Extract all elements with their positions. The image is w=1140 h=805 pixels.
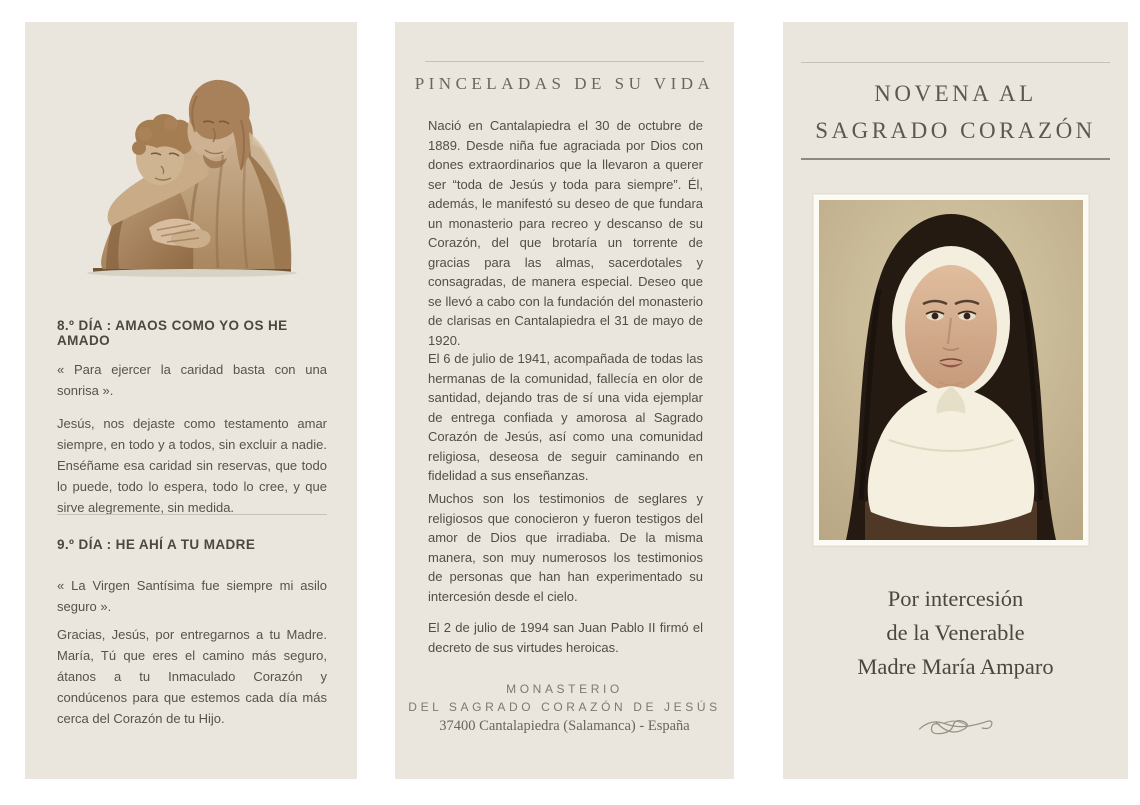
monastery-name-line1: MONASTERIO [506, 682, 623, 696]
cover-caption-line1: Por intercesión [887, 586, 1024, 611]
section-divider [57, 514, 327, 515]
cover-caption-line2: de la Venerable [886, 620, 1025, 645]
biography-paragraph-2: El 6 de julio de 1941, acompañada de todas las hermanas de la comunidad, fallecía en olor de santidad, dejando tras de sí una vida ejemplar de entrega confiada y amorosa al Sagrado Corazón de Jesús, así como una comunidad religiosa, deseosa de seguir caminando en fidelidad a sus enseñanzas. [428, 351, 703, 483]
cover-title-line2: SAGRADO CORAZÓN [815, 118, 1096, 143]
cover-title [783, 75, 1128, 149]
biography-paragraph-4: El 2 de julio de 1994 san Juan Pablo II firmó el decreto de sus virtudes heroicas. [428, 620, 703, 655]
title-rule [425, 61, 704, 62]
panel-left-days-8-9 [25, 22, 357, 779]
panel-middle-biography [395, 22, 734, 779]
sculpture-image [53, 70, 329, 286]
cover-rule-top [801, 62, 1110, 63]
day8-prayer: Jesús, nos dejaste como testamento amar siempre, en todo y a todos, sin excluir a nadie. Enséñame esa caridad sin reservas, que todo lo puede, todo lo espera, todo lo cree, y que sirve alegremente, sin medida. [57, 416, 327, 515]
cover-rule-bottom [801, 158, 1110, 160]
nun-portrait-icon [819, 200, 1083, 540]
day8-quote: « Para ejercer la caridad basta con una sonrisa ». [57, 362, 327, 398]
relief-sculpture-jesus-and-disciple-icon [53, 70, 329, 286]
calligraphic-flourish-icon [914, 714, 998, 742]
portrait-photo [813, 194, 1089, 546]
panel-right-cover [783, 22, 1128, 779]
cover-title-line1: NOVENA AL [874, 81, 1037, 106]
monastery-name-line2: DEL SAGRADO CORAZÓN DE JESÚS [408, 700, 721, 714]
biography-paragraph-3: Muchos son los testimonios de seglares y religiosos que conocieron y fueron testigos del amor de Dios que irradiaba. De la misma manera, son muy numerosos los testimonios de personas que han han experimentado su intercesión desde el cielo. [428, 491, 703, 604]
biography-title: PINCELADAS DE SU VIDA [414, 74, 715, 93]
day9-quote: « La Virgen Santísima fue siempre mi asilo seguro ». [57, 578, 327, 614]
day8-heading: 8.º DÍA : AMAOS COMO YO OS HE AMADO [57, 318, 288, 348]
flourish-ornament [783, 714, 1128, 747]
cover-caption-line3: Madre María Amparo [857, 654, 1054, 679]
monastery-address: 37400 Cantalapiedra (Salamanca) - España [439, 718, 690, 734]
cover-caption [783, 582, 1128, 684]
day9-heading: 9.º DÍA : HE AHÍ A TU MADRE [57, 537, 256, 552]
day9-prayer: Gracias, Jesús, por entregarnos a tu Madre. María, Tú que eres el camino más seguro, átanos a tu Inmaculado Corazón y condúcenos para que estemos cada día más cerca del Corazón de tu Hijo. [57, 627, 327, 726]
biography-paragraph-1: Nació en Cantalapiedra el 30 de octubre de 1889. Desde niña fue agraciada por Dios con dones extraordinarios que la llevaron a querer ser “toda de Jesús y toda para siempre”. Él, además, le manifestó su deseo de que fundara un monasterio para recreo y descanso de su Corazón, del que brotaría un torrente de gracias para las almas, sacerdotales y consagradas, de manera especial. Deseo que se llevó a cabo con la fundación del monasterio de clarisas en Cantalapiedra el 31 de mayo de 1920. [428, 118, 703, 348]
